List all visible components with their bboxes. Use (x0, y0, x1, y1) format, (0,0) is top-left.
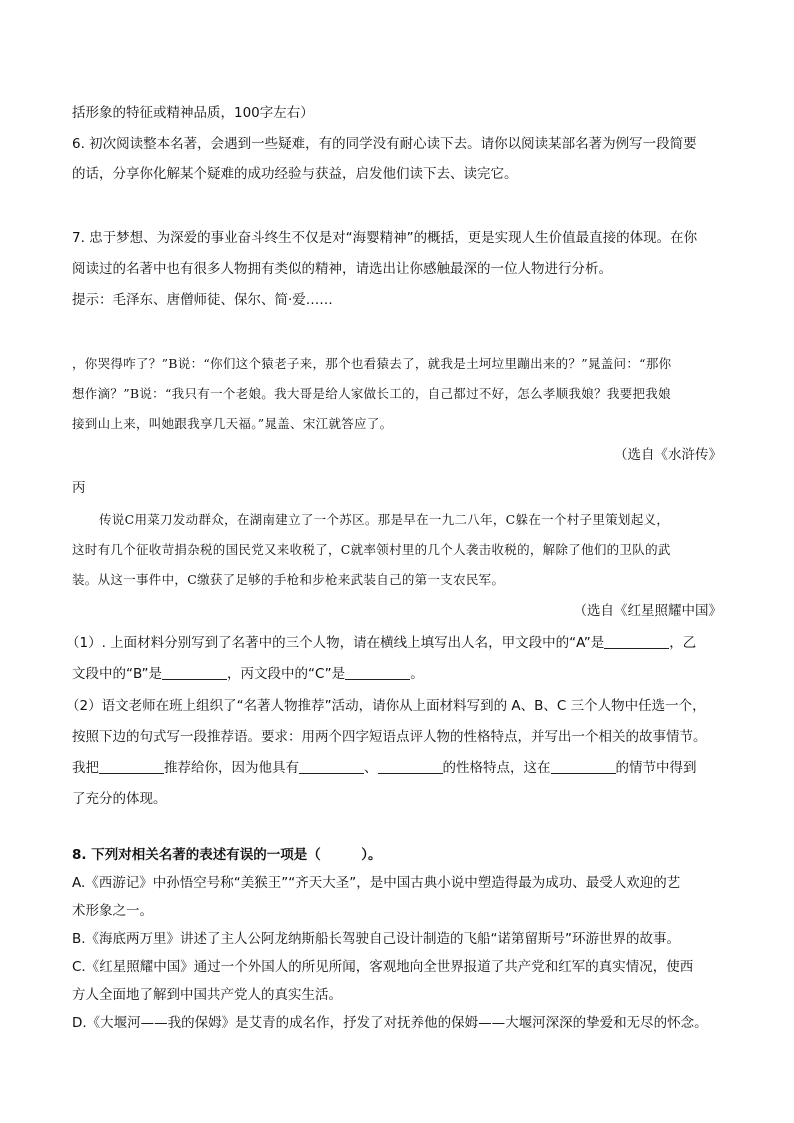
option-c: C.《红星照耀中国》通过一个外国人的所见所闻，客观地向全世界报道了共产党和红军的真实情况，使西 (72, 959, 694, 975)
text-line: 按照下边的句式写一段推荐语。要求：用两个四字短语点评人物的性格特点，并写出一个相关的故事情节。 (72, 729, 707, 745)
source-citation: （选自《红星照耀中国》 (573, 603, 722, 619)
answer-blank[interactable] (345, 665, 410, 680)
hint-text: 提示：毛泽东、唐僧师徒、保尔、简·爱…… (72, 292, 333, 308)
passage-label: 丙 (72, 480, 86, 496)
source-citation: （选自《水浒传》 (614, 447, 722, 463)
passage-yi-line: ，你哭得咋了？”B说：“你们这个猿老子来，那个也看猿去了，就我是土坷垃里蹦出来的？”晁盖问：“那你 (72, 356, 672, 371)
passage-bing-line: 装。从这一事件中，C缴获了足够的手枪和步枪来武装自己的第一支农民军。 (72, 572, 505, 587)
text-span: ，丙文段中的“C”是 (227, 666, 346, 682)
text-span: ，乙 (669, 635, 697, 651)
text-span: 、 (364, 760, 378, 776)
subquestion-1-cont (72, 664, 424, 684)
answer-blank[interactable] (604, 634, 669, 649)
option-b: B.《海底两万里》讲述了主人公阿龙纳斯船长驾驶自己设计制造的飞船“诺第留斯号”环游世界的故事。 (72, 931, 681, 947)
passage-bing-line: 传说C用菜刀发动群众，在湖南建立了一个苏区。那是早在一九二八年，C躲在一个村子里策划起义， (99, 512, 670, 527)
answer-blank[interactable] (551, 759, 616, 774)
option-a: A.《西游记》中孙悟空号称“美猴王”“齐天大圣”，是中国古典小说中塑造得最为成功、最受人欢迎的艺 (72, 875, 681, 891)
text-span: 的性格特点，这在 (442, 760, 551, 776)
text-line: 了充分的体现。 (72, 791, 167, 807)
answer-blank[interactable] (299, 759, 364, 774)
passage-yi-line: 接到山上来，叫她跟我享几天福。”晁盖、宋江就答应了。 (72, 416, 393, 431)
passage-bing-line: 这时有几个征收苛捐杂税的国民党又来收税了，C就率领村里的几个人袭击收税的，解除了他们的卫队的武 (72, 542, 671, 557)
text-line: 阅读过的名著中也有很多人物拥有类似的精神，请选出让你感触最深的一位人物进行分析。 (72, 261, 612, 277)
question-8: 8. 下列对相关名著的表述有误的一项是（ ）。 (72, 847, 382, 863)
text-span: （1）. 上面材料分别写到了名著中的三个人物，请在横线上填写出人名，甲文段中的“A”是 (66, 635, 605, 651)
question-6: 6. 初次阅读整本名著，会遇到一些疑难，有的同学没有耐心读下去。请你以阅读某部名著为例写一段简要 (72, 136, 697, 152)
subquestion-1 (66, 633, 696, 653)
answer-blank[interactable] (378, 759, 443, 774)
answer-blank[interactable] (162, 665, 227, 680)
recommendation-template (72, 758, 697, 778)
passage-yi-line: 想作滴？”B说：“我只有一个老娘。我大哥是给人家做长工的，自己都过不好，怎么孝顺我娘？我要把我娘 (72, 386, 671, 401)
text-span: 文段中的“B”是 (72, 666, 163, 682)
option-d: D.《大堰河——我的保姆》是艾青的成名作，抒发了对抚养他的保姆——大堰河深深的挚爱和无尽的怀念。 (72, 1015, 708, 1031)
subquestion-2: （2）语文老师在班上组织了“名著人物推荐”活动，请你从上面材料写到的 A、B、C 三个人物中任选一个， (66, 698, 706, 714)
text-span: 推荐给你，因为他具有 (164, 760, 299, 776)
option-c-cont: 方人全面地了解到中国共产党人的真实生活。 (72, 987, 342, 1003)
question-7: 7. 忠于梦想、为深爱的事业奋斗终生不仅是对“海婴精神”的概括，更是实现人生价值最直接的体现。在你 (72, 230, 698, 246)
text-span: 。 (410, 666, 424, 682)
option-a-cont: 术形象之一。 (72, 903, 153, 919)
text-span: 我把 (72, 760, 99, 776)
text-span: 的情节中得到 (615, 760, 697, 776)
answer-blank[interactable] (99, 759, 164, 774)
text-line: 的话，分享你化解某个疑难的成功经验与获益，启发他们读下去、读完它。 (72, 166, 518, 182)
text-line: 括形象的特征或精神品质，100字左右） (72, 105, 314, 121)
